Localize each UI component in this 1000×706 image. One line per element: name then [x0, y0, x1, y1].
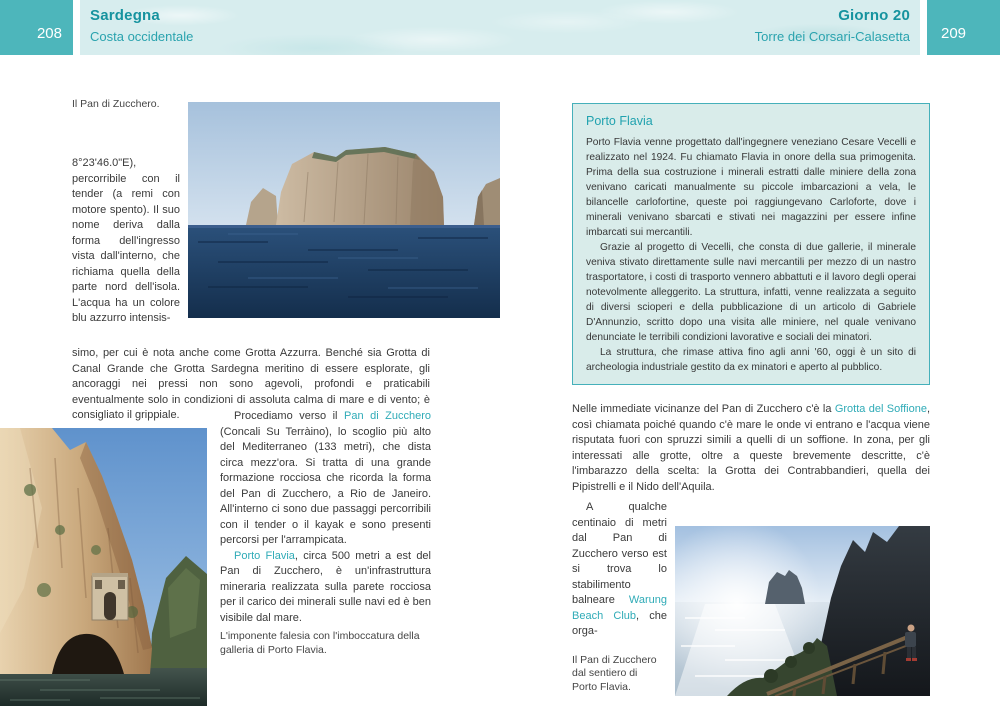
photo-porto-flavia-cliff	[0, 428, 207, 706]
photo-caption-falesia: L'imponente falesia con l'imboccatura della galleria di Porto Flavia.	[220, 630, 420, 656]
info-box-porto-flavia	[572, 103, 930, 385]
header-banner	[80, 0, 920, 55]
paragraph-text: , che orga-	[572, 609, 667, 637]
paragraph-pan-di-zucchero	[220, 409, 431, 549]
info-box-paragraph-3: La struttura, che rimase attiva fino agli anni '60, oggi è un sito di archeologia industriale gestito da ex minatori e aperto al pubblico.	[586, 347, 916, 373]
info-box-paragraph-2: Grazie al progetto di Vecelli, che consta di due gallerie, il minerale veniva stivato direttamente sulle navi mercantili per mezzo di un nastro trasportatore, i costi di trasporto vennero abbattuti e il lavoro degli operai notevolmente alleggerito. La struttura, infatti, venne realizzata a seguito di diversi scioperi e della pubblicazione di un articolo di Gabriele D'Annunzio, scritto dopo una visita alle miniere, nel quale venivano denunciate le terribili condizioni lavorative e sociali dei minatori.	[586, 242, 916, 343]
left-page-wrap-column	[220, 409, 431, 626]
place-link-pan-di-zucchero: Pan di Zucchero	[344, 410, 431, 422]
paragraph-text: A qualche centinaio di metri dal Pan di Zucchero verso est si trova lo stabilimento balneare	[572, 501, 667, 606]
photo-caption-pan-di-zucchero: Il Pan di Zucchero.	[72, 98, 160, 110]
paragraph-grotta-full-width: simo, per cui è nota anche come Grotta Azzurra. Benché sia Grotta di Canal Grande che Grotta Sardegna meritino di essere esplorate, gli ancoraggi nei pressi non sono agevoli, profondi e praticabili eventualmente solo in condizioni di assoluta calma di mare e di vento; è consigliato il grippiale.	[72, 347, 430, 421]
paragraph-text: (Concali Su Terràino), lo scoglio più alto del Mediterraneo (133 metri), che dista circa mezz'ora. Si tratta di una grande formazione rocciosa che ricorda la forma del Pan di Zucchero, a Rio de Janeiro. All'interno ci sono due passaggi percorribili con il tender o il kayak e sono presenti percorsi per l'arrampicata.	[220, 425, 431, 546]
paragraph-text: , circa 500 metri a est del Pan di Zucchero, è un'infrastruttura mineraria realizzata sulla parete rocciosa per il carico dei minerali sulle navi ed è ben visibile dal mare.	[220, 549, 431, 624]
right-page-lower-row	[572, 500, 930, 696]
paragraph-porto-flavia	[220, 549, 431, 627]
section-subtitle-left: Costa occidentale	[90, 29, 194, 44]
info-box-paragraph-1: Porto Flavia venne progettato dall'ingegnere veneziano Cesare Vecelli e realizzato nel 1924. Fu chiamato Flavia in onore della sua primogenita. Prima della sua costruzione i minerali estratti dalle miniere della zona venivano caricati manualmente su piccole imbarcazioni a vela, le bilancelle carlofortine, queste poi raggiungevano Carloforte, dove i minerali venivano sbarcati e stivati nei magazzini per essere infine imbarcati sui mercantili.	[586, 137, 916, 238]
paragraph-text: Nelle immediate vicinanze del Pan di Zucchero c'è la	[572, 403, 835, 415]
place-link-porto-flavia: Porto Flavia	[234, 549, 295, 562]
paragraph-grotta-continuation: 8°23'46.0"E), percorribile con il tender (a remi con motore spento). Il suo nome deriva dalla forma dell'ingresso vista dall'interno, che richiama quella della parte nord dell'isola. L'acqua ha un colore blu azzurro intensis-	[72, 157, 180, 324]
right-page-column	[572, 103, 930, 696]
page-number-left: 208	[0, 0, 73, 55]
paragraph-text: Procediamo verso il	[234, 410, 344, 422]
porto-flavia-gallery-structure	[92, 573, 128, 620]
place-link-grotta-del-soffione: Grotta del Soffione	[834, 403, 927, 415]
section-title-right: Giorno 20	[838, 7, 910, 24]
info-box-title: Porto Flavia	[586, 114, 653, 128]
header-right-group	[755, 7, 910, 44]
place-link-warung-beach-club: Warung Beach Club	[572, 594, 667, 622]
section-subtitle-right: Torre dei Corsari-Calasetta	[754, 29, 910, 44]
paragraph-text: , così chiamata poiché quando c'è mare le onde vi entrano e l'acqua viene risputata fuori con spruzzi simili a quelli di un soffione. In zona, per gli interessati alle grotte, oltre a queste brevemente descritte, c'è l'imbarazzo della scelta: la Grotta dei Contrabbandieri, quella dei Pipistrelli e il Nido dell'Aquila.	[572, 403, 930, 493]
header-left-group	[90, 7, 193, 44]
photo-frame	[667, 500, 930, 696]
section-title-left: Sardegna	[90, 7, 160, 24]
paragraph-grotta-soffione	[572, 402, 930, 495]
photo-caption-sentiero: Il Pan di Zucchero dal sentiero di Porto Flavia.	[572, 653, 657, 693]
photo-pan-di-zucchero-from-path	[675, 526, 930, 696]
page-number-right: 209	[927, 0, 1000, 55]
photo-pan-di-zucchero	[188, 102, 500, 318]
